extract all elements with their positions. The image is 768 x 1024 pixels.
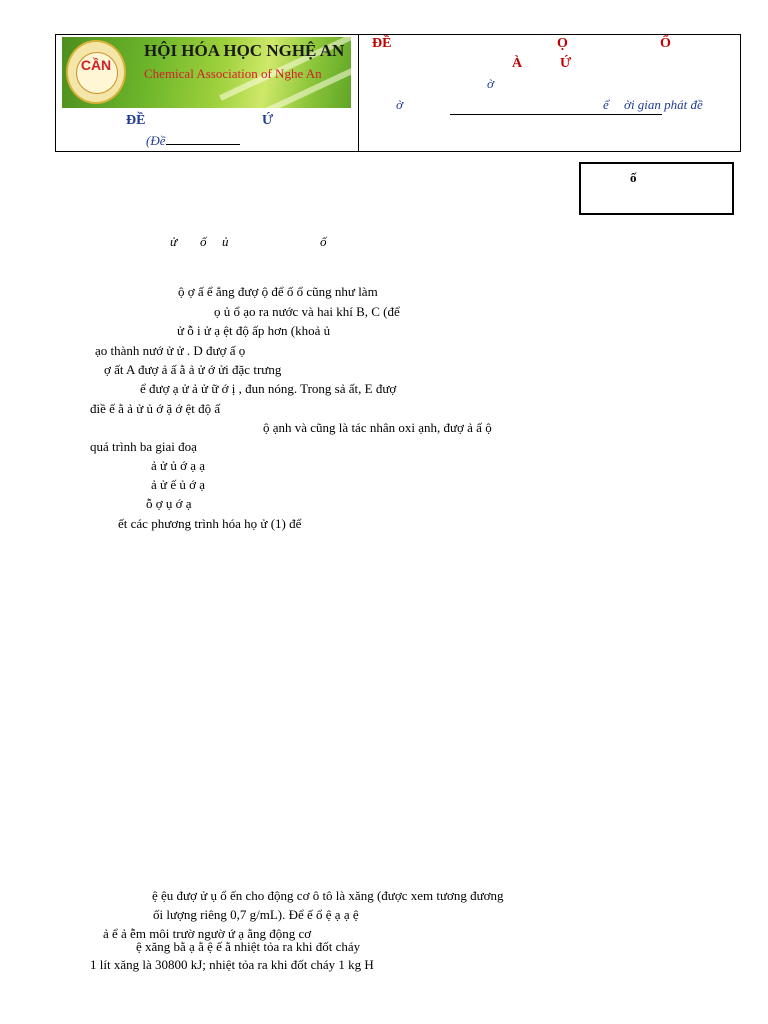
paragraph-1-line-11: ả ử ế ủ ớ ạ xyxy=(151,477,205,492)
paragraph-1-line-12: ỗ ợ ụ ớ ạ xyxy=(146,496,192,511)
paragraph-2-line-3: ả ể ả ễm môi trườ ngườ ứ ạ ằng động cơ xyxy=(103,926,312,941)
paragraph-1-line-1: ộ ợ ấ ể ắng đượ ộ để ố ổ cũng như làm xyxy=(178,284,378,299)
exam-subject-glyph-2: Ứ xyxy=(560,56,572,71)
paragraph-1-line-10: ả ử ủ ớ ạ ạ xyxy=(151,458,205,473)
paragraph-2-line-4: ệ xăng bằ ạ ằ ệ ế ằ nhiệt tỏa ra khi đốt cháy xyxy=(136,939,361,954)
candidate-number-label: ố xyxy=(630,170,637,185)
paragraph-2-line-1: ệ ệu đượ ử ụ ổ ến cho động cơ ô tô là xăng (được xem tương đương xyxy=(152,888,504,903)
paragraph-1-line-9: quá trình ba giai đoạ xyxy=(90,439,197,454)
intro-glyph-4: ố xyxy=(320,234,327,249)
exam-title-left-glyph: Ứ xyxy=(262,113,274,128)
exam-title-right-glyph-2: Ố xyxy=(660,36,671,51)
exam-title-left: ĐỀ xyxy=(126,113,146,128)
association-logo-icon xyxy=(66,40,126,104)
exam-time-suffix: ời gian phát đề xyxy=(624,97,703,112)
paragraph-1-line-4: ạo thành nướ ử ử . D đượ ấ ọ xyxy=(95,343,246,358)
paragraph-1-line-5: ợ ất A đượ ả ấ ằ ả ử ớ ửi đặc trưng xyxy=(104,362,282,377)
exam-title-right-glyph-1: Ọ xyxy=(557,36,568,51)
paragraph-2-line-5: 1 lít xăng là 30800 kJ; nhiệt tỏa ra khi đốt cháy 1 kg H xyxy=(90,957,374,972)
candidate-number-box xyxy=(579,162,734,215)
paragraph-1-line-13: ết các phương trình hóa họ ử (1) để xyxy=(118,516,302,531)
paragraph-1-line-6: ể đượ ạ ử ả ử ữ ớ ị , đun nóng. Trong sả ất, E đượ xyxy=(140,381,397,396)
paragraph-1-line-7: điề ế ằ ả ử ủ ớ ặ ớ ệt độ ấ xyxy=(90,401,221,416)
paragraph-1-line-8: ộ ạnh và cũng là tác nhân oxi ạnh, đượ ả ấ ộ xyxy=(263,420,492,435)
organization-banner xyxy=(62,37,351,108)
intro-glyph-1: ử xyxy=(170,234,178,249)
exam-duration: ờ xyxy=(487,76,494,91)
organization-subtitle: Chemical Association of Nghe An xyxy=(144,66,322,81)
exam-time-underline xyxy=(450,114,662,115)
logo-text: CẦN xyxy=(80,57,112,73)
paragraph-1-line-2: ọ ủ ổ ạo ra nước và hai khí B, C (để xyxy=(214,304,400,319)
exam-time-label: ờ xyxy=(396,97,403,112)
exam-note xyxy=(146,133,240,149)
paragraph-1-line-3: ử ỗ i ử ạ ệt độ ấp hơn (khoả ủ xyxy=(177,323,331,338)
exam-note-text: (Đề xyxy=(146,133,166,148)
header-divider xyxy=(358,34,359,152)
organization-title: HỘI HÓA HỌC NGHỆ AN xyxy=(144,41,345,60)
intro-glyph-3: ủ xyxy=(222,234,229,249)
exam-note-blank xyxy=(166,144,240,145)
exam-subject-glyph-1: À xyxy=(512,56,523,71)
intro-glyph-2: ố xyxy=(200,234,207,249)
exam-title-right: ĐỀ xyxy=(372,36,392,51)
exam-time-glyph: ể xyxy=(603,97,609,112)
paragraph-2-line-2: ối lượng riêng 0,7 g/mL). Để ế ổ ệ ạ ạ ệ xyxy=(153,907,359,922)
